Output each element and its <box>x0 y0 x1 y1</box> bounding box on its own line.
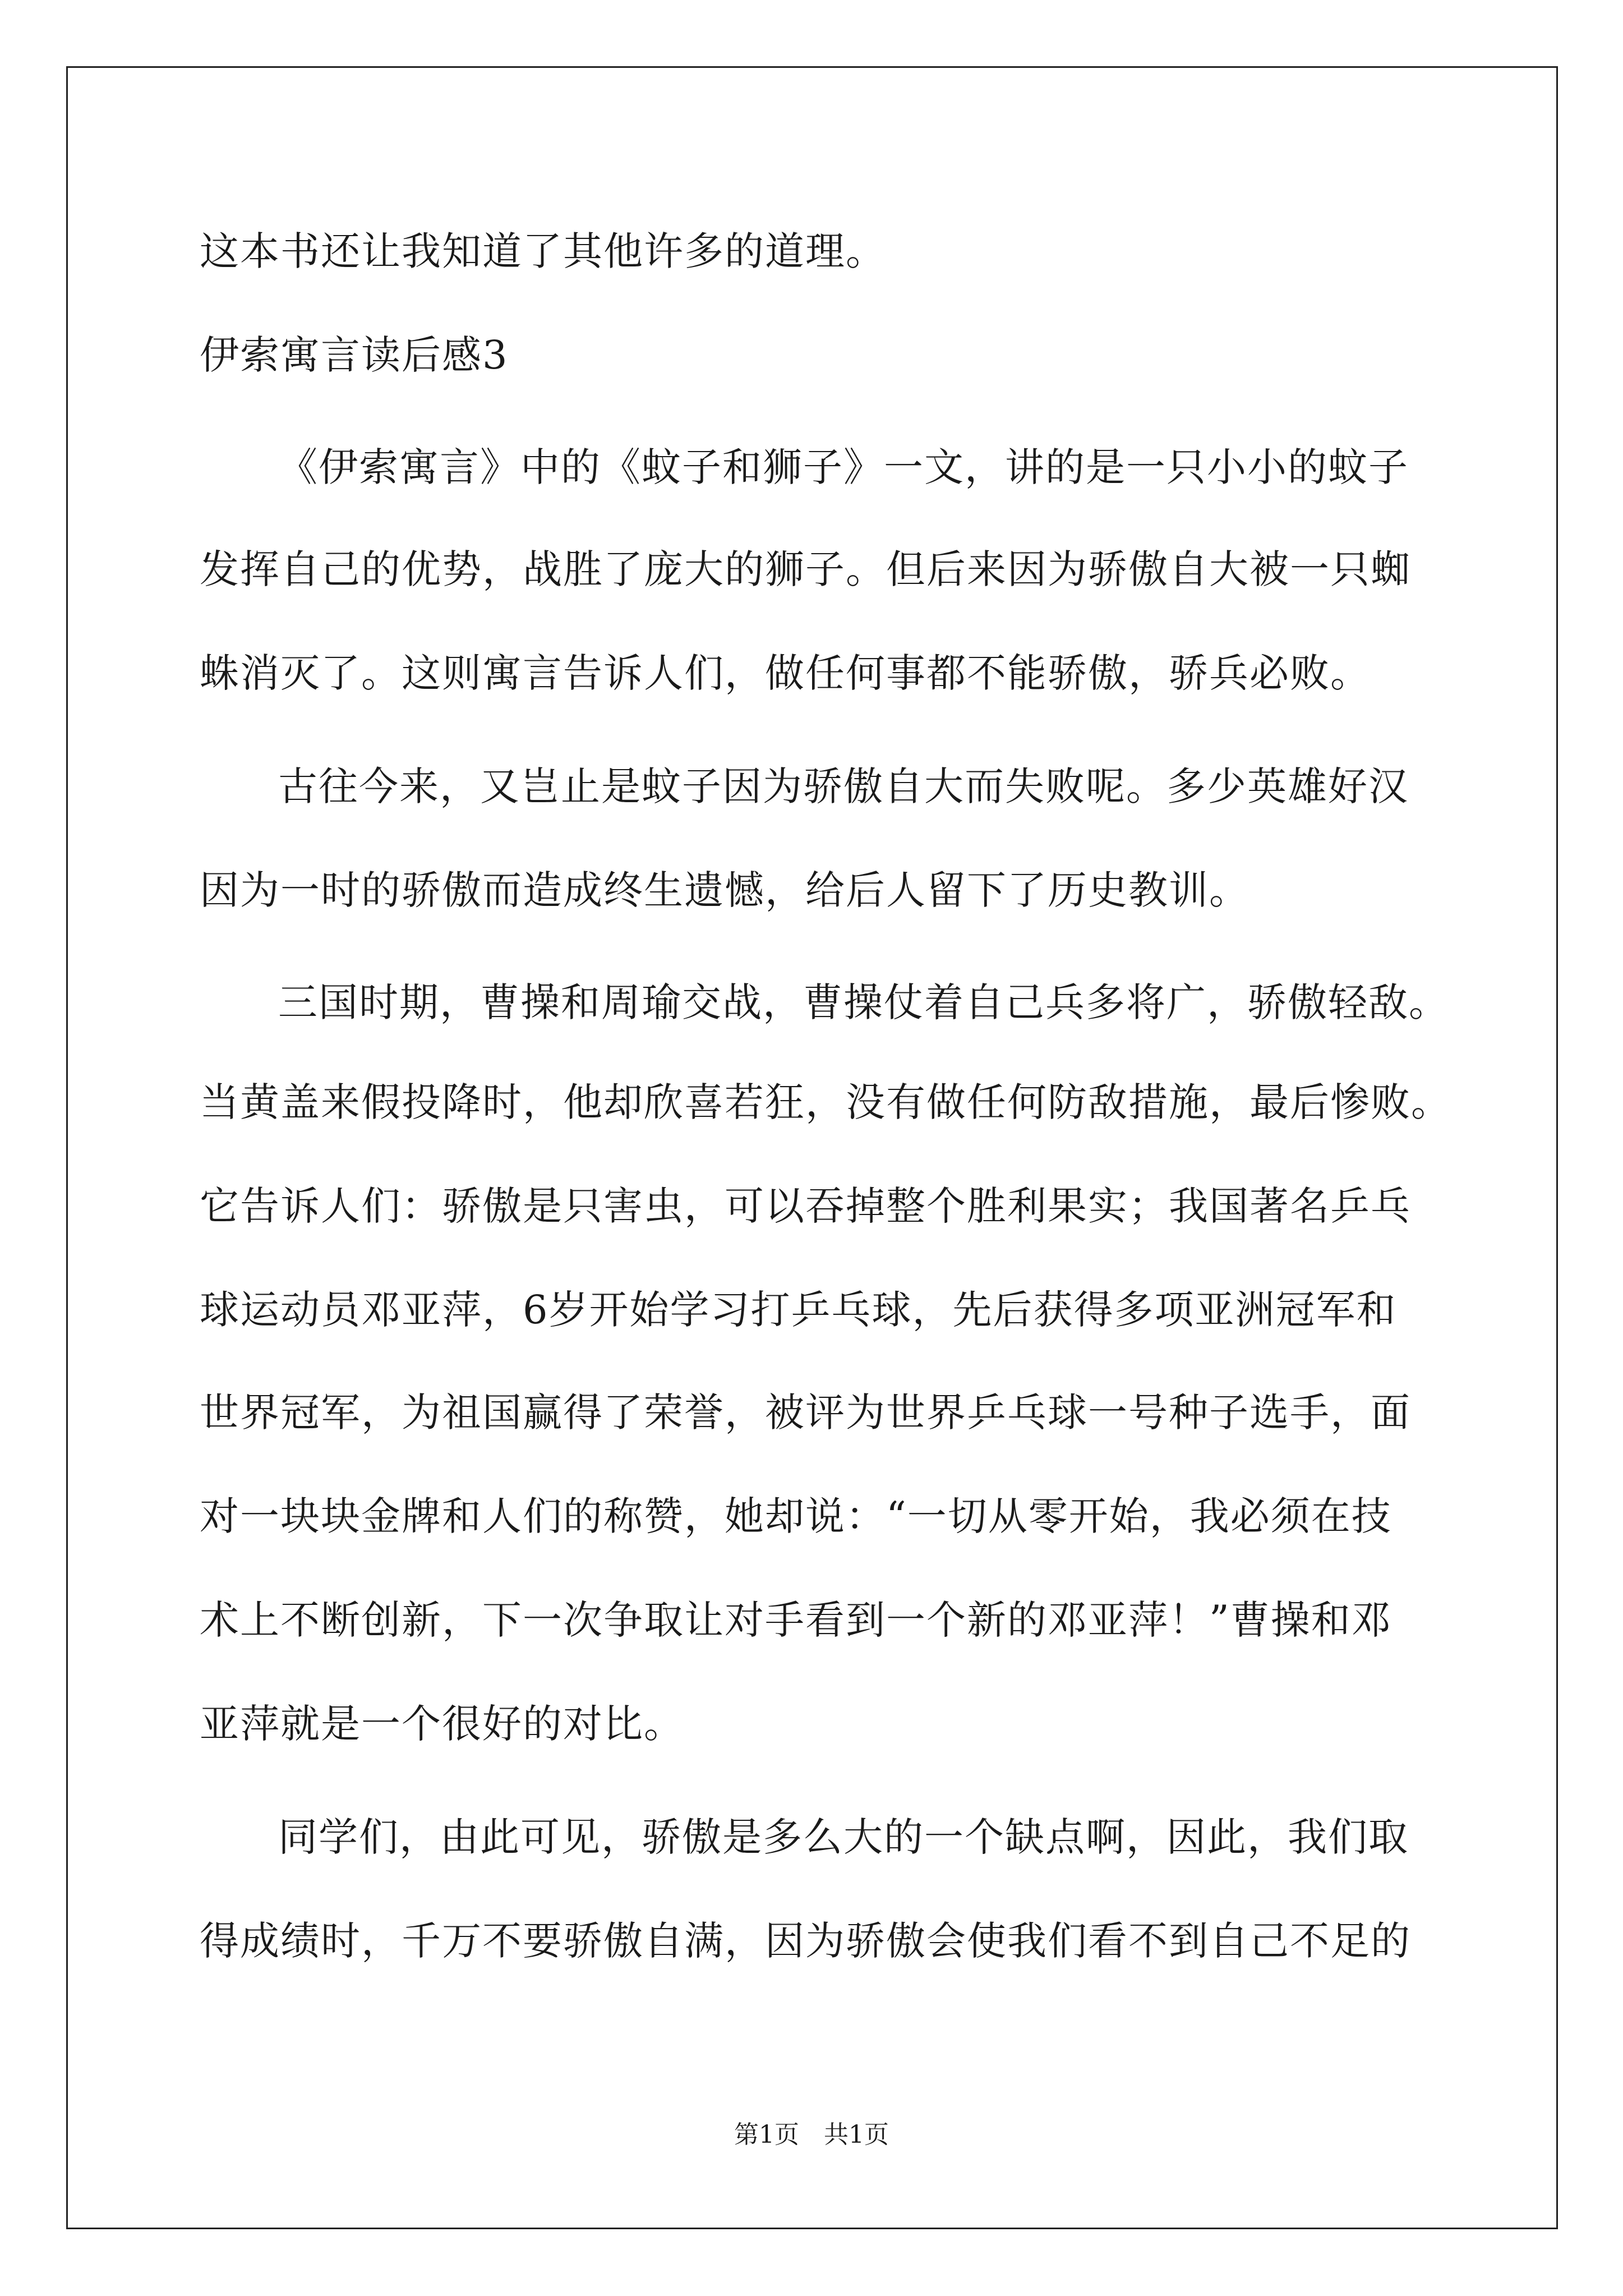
text-line: 它告诉人们：骄傲是只害虫，可以吞掉整个胜利果实；我国著名乒乓 <box>200 1183 1411 1229</box>
text-line: 得成绩时，千万不要骄傲自满，因为骄傲会使我们看不到自己不足的 <box>200 1918 1411 1964</box>
paragraph-first-line: 古往今来，又岂止是蚊子因为骄傲自大而失败呢。多少英雄好汉 <box>278 763 1409 809</box>
text-line: 因为一时的骄傲而造成终生遗憾，给后人留下了历史教训。 <box>200 867 1249 913</box>
text-line: 这本书还让我知道了其他许多的道理。 <box>200 228 886 274</box>
section-heading: 伊索寓言读后感3 <box>200 332 509 378</box>
text-line: 蛛消灭了。这则寓言告诉人们，做任何事都不能骄傲，骄兵必败。 <box>200 650 1371 696</box>
text-line: 球运动员邓亚萍，6岁开始学习打乒乓球，先后获得多项亚洲冠军和 <box>200 1287 1397 1333</box>
text-line: 亚萍就是一个很好的对比。 <box>200 1701 684 1747</box>
text-line: 术上不断创新，下一次争取让对手看到一个新的邓亚萍！”曹操和邓 <box>200 1597 1392 1643</box>
paragraph-first-line: 《伊索寓言》中的《蚊子和狮子》一文，讲的是一只小小的蚊子 <box>278 444 1409 490</box>
text-line: 当黄盖来假投降时，他却欣喜若狂，没有做任何防敌措施，最后惨败。 <box>200 1079 1451 1125</box>
paragraph-first-line: 三国时期，曹操和周瑜交战，曹操仗着自己兵多将广，骄傲轻敌。 <box>278 979 1449 1025</box>
text-line: 对一块块金牌和人们的称赞，她却说：“一切从零开始，我必须在技 <box>200 1493 1392 1539</box>
page-number-footer: 第1页 共1页 <box>734 2120 889 2149</box>
page-border <box>66 66 1558 2229</box>
text-line: 世界冠军，为祖国赢得了荣誉，被评为世界乒乓球一号种子选手，面 <box>200 1389 1411 1435</box>
text-line: 发挥自己的优势，战胜了庞大的狮子。但后来因为骄傲自大被一只蜘 <box>200 546 1411 592</box>
paragraph-first-line: 同学们，由此可见，骄傲是多么大的一个缺点啊，因此，我们取 <box>278 1814 1409 1860</box>
